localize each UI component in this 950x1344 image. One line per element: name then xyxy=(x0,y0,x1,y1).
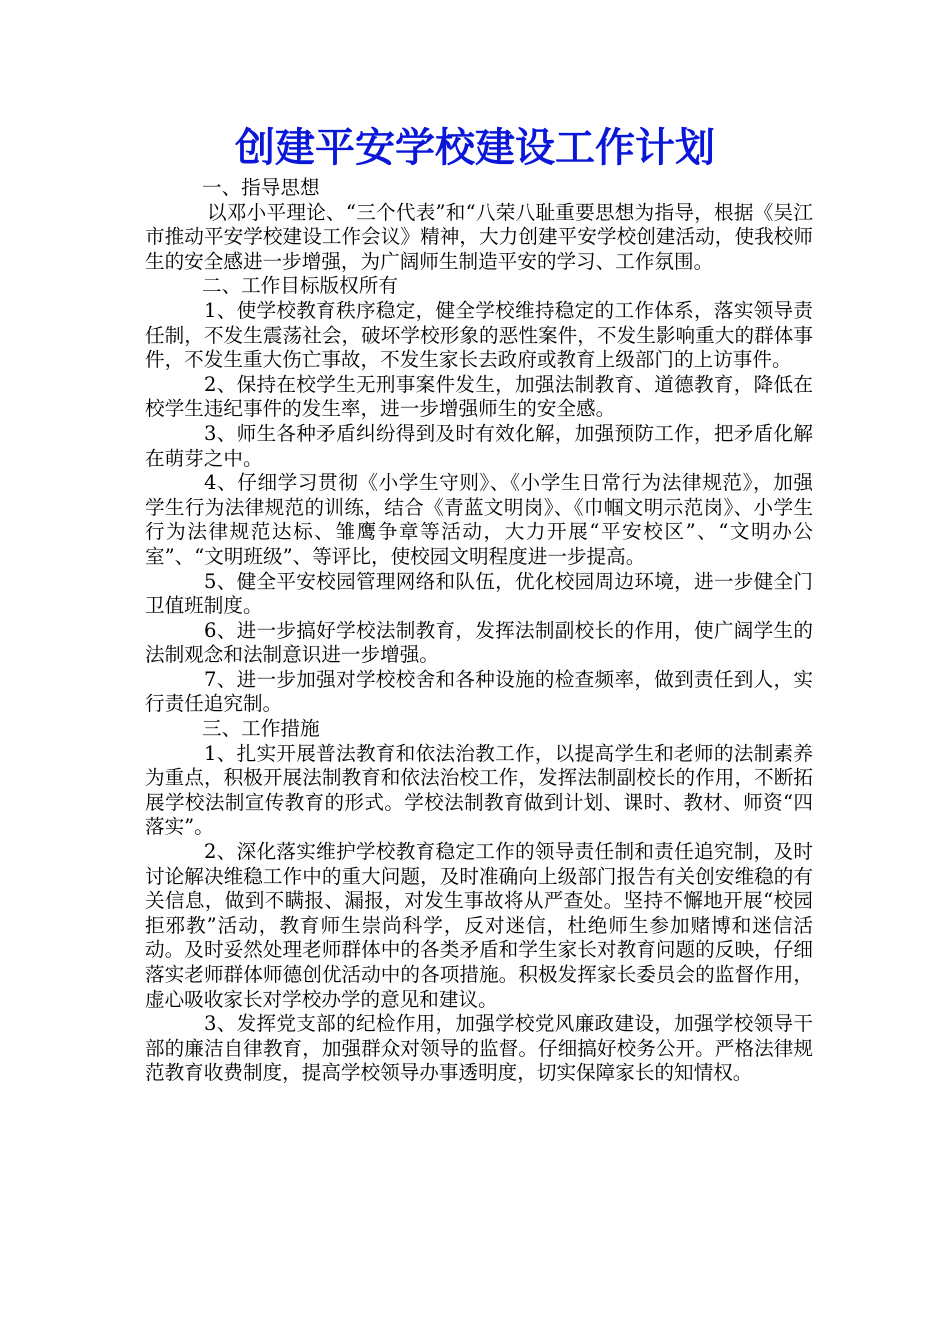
body-paragraph: 1、使学校教育秩序稳定，健全学校维持稳定的工作体系，落实领导责任制，不发生震荡社会，破坏学校形象的恶性案件，不发生影响重大的群体事件，不发生重大伤亡事故，不发生家长去政府或教育上级部门的上访事件。 xyxy=(145,298,813,372)
body-paragraph: 1、扎实开展普法教育和依法治教工作，以提高学生和老师的法制素养为重点，积极开展法制教育和依法治校工作，发挥法制副校长的作用，不断拓展学校法制宣传教育的形式。学校法制教育做到计划、课时、教材、师资“四落实”。 xyxy=(145,741,813,839)
body-paragraph: 3、发挥党支部的纪检作用，加强学校党风廉政建设，加强学校领导干部的廉洁自律教育，加强群众对领导的监督。仔细搞好校务公开。严格法律规范教育收费制度，提高学校领导办事透明度，切实保障家长的知情权。 xyxy=(145,1012,813,1085)
body-paragraph: 以邓小平理论、“三个代表”和“八荣八耻重要思想为指导，根据《吴江市推动平安学校建设工作会议》精神，大力创建平安学校创建活动，使我校师生的安全感进一步增强，为广阔师生制造平安的学习、工作氛围。 xyxy=(145,200,813,273)
section-heading: 一、指导思想 xyxy=(202,176,320,199)
section-heading: 二、工作目标版权所有 xyxy=(202,274,398,298)
body-paragraph: 6、进一步搞好学校法制教育，发挥法制副校长的作用，使广阔学生的法制观念和法制意识进一步增强。 xyxy=(145,618,813,667)
body-paragraph: 2、保持在校学生无刑事案件发生，加强法制教育、道德教育，降低在校学生违纪事件的发生率，进一步增强师生的安全感。 xyxy=(145,372,813,421)
document-title: 创建平安学校建设工作计划 xyxy=(235,124,715,171)
section-heading: 三、工作措施 xyxy=(202,717,320,741)
document-body xyxy=(145,176,813,1086)
body-paragraph: 3、师生各种矛盾纠纷得到及时有效化解，加强预防工作，把矛盾化解在萌芽之中。 xyxy=(145,421,813,470)
body-paragraph: 4、仔细学习贯彻《小学生守则》、《小学生日常行为法律规范》，加强学生行为法律规范的训练，结合《青蓝文明岗》、《巾帼文明示范岗》、小学生行为法律规范达标、雏鹰争章等活动，大力开展“平安校区”、“文明办公室”、“文明班级”、等评比，使校园文明程度进一步提高。 xyxy=(145,471,813,568)
body-paragraph: 5、健全平安校园管理网络和队伍，优化校园周边环境，进一步健全门卫值班制度。 xyxy=(145,569,813,618)
body-paragraph: 2、深化落实维护学校教育稳定工作的领导责任制和责任追究制，及时讨论解决维稳工作中的重大问题，及时准确向上级部门报告有关创安维稳的有关信息，做到不瞒报、漏报，对发生事故将从严查处。坚持不懈地开展“校园拒邪教”活动，教育师生崇尚科学，反对迷信，杜绝师生参加赌博和迷信活动。及时妥然处理老师群体中的各类矛盾和学生家长对教育问题的反映，仔细落实老师群体师德创优活动中的各项措施。积极发挥家长委员会的监督作用，虚心吸收家长对学校办学的意见和建议。 xyxy=(145,840,813,1011)
body-paragraph: 7、进一步加强对学校校舍和各种设施的检查频率，做到责任到人，实行责任追究制。 xyxy=(145,667,813,716)
